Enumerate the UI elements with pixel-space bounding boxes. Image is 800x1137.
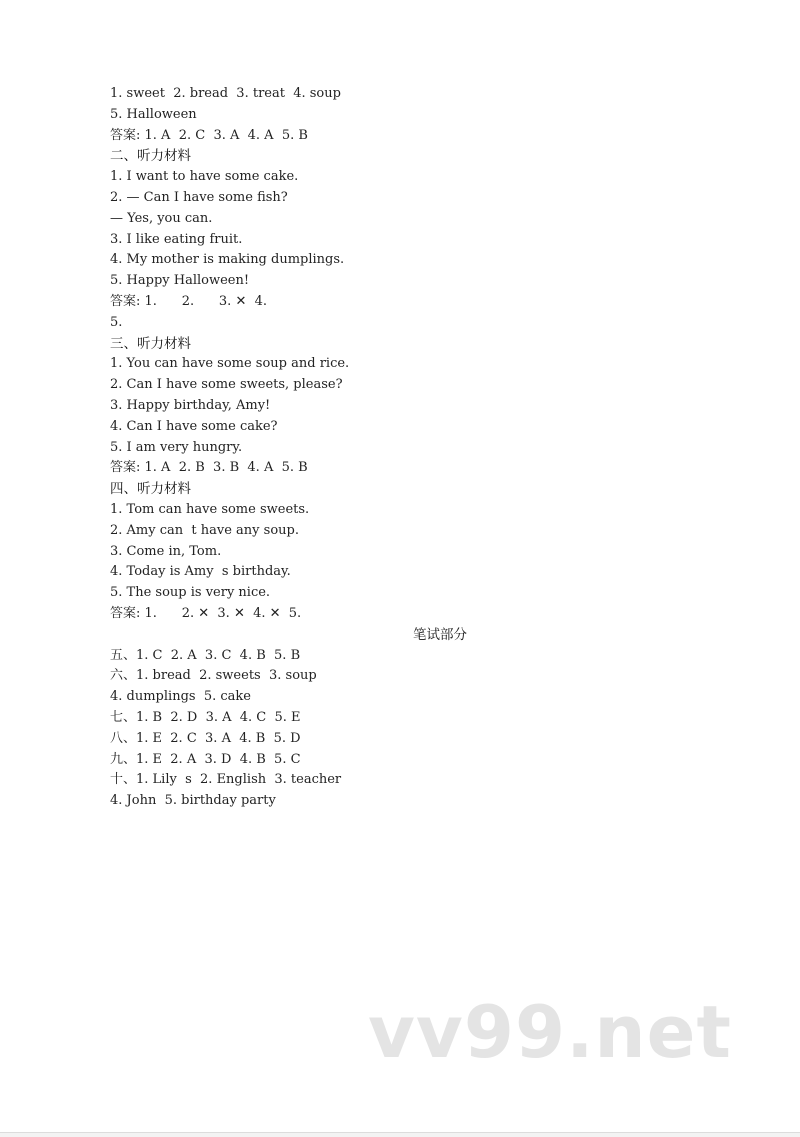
text-line: 5. Halloween xyxy=(110,106,197,122)
text-line: 2. Can I have some sweets, please? xyxy=(110,377,343,393)
text-line: 2. — Can I have some fish? xyxy=(110,189,288,205)
answer-line: 七、1. B 2. D 3. A 4. C 5. E xyxy=(110,709,301,725)
answer-line: 六、1. bread 2. sweets 3. soup xyxy=(110,668,317,684)
answer-line: 九、1. E 2. A 3. D 4. B 5. C xyxy=(110,751,301,767)
text-line: 5. I am very hungry. xyxy=(110,439,243,455)
text-line: 1. I want to have some cake. xyxy=(110,169,299,185)
text-line: 5. The soup is very nice. xyxy=(110,585,271,601)
answer-line: 十、1. Lily s 2. English 3. teacher xyxy=(110,772,342,788)
section-heading: 二、听力材料 xyxy=(110,148,191,165)
text-line: 5. Happy Halloween! xyxy=(110,273,250,289)
text-line: 1. sweet 2. bread 3. treat 4. soup xyxy=(110,86,341,101)
answer-line: 答案: 1. A 2. B 3. B 4. A 5. B xyxy=(110,460,308,476)
answer-line: 答案: 1. 2. ✕ 3. ✕ 4. ✕ 5. xyxy=(110,605,302,621)
section-title: 笔试部分 xyxy=(413,626,467,643)
text-line: 5. xyxy=(110,314,123,330)
section-heading: 三、听力材料 xyxy=(110,335,191,352)
answer-line: 4. John 5. birthday party xyxy=(110,793,276,809)
text-line: 2. Amy can t have any soup. xyxy=(110,522,299,538)
answer-line: 八、1. E 2. C 3. A 4. B 5. D xyxy=(110,730,301,746)
text-line: 4. Can I have some cake? xyxy=(110,418,278,434)
answer-line: 答案: 1. A 2. C 3. A 4. A 5. B xyxy=(110,127,308,143)
text-line: 3. Happy birthday, Amy! xyxy=(110,397,271,413)
answer-line: 4. dumplings 5. cake xyxy=(110,689,251,705)
text-line: 4. My mother is making dumplings. xyxy=(110,252,345,268)
text-line: 1. Tom can have some sweets. xyxy=(110,501,310,517)
text-line: 1. You can have some soup and rice. xyxy=(110,356,350,372)
text-line: 4. Today is Amy s birthday. xyxy=(110,564,291,580)
watermark: vv99.net xyxy=(368,990,732,1074)
answer-line: 答案: 1. 2. 3. ✕ 4. xyxy=(110,293,268,309)
text-line: — Yes, you can. xyxy=(110,210,213,226)
text-line: 3. I like eating fruit. xyxy=(110,231,243,247)
answer-line: 五、1. C 2. A 3. C 4. B 5. B xyxy=(110,647,301,663)
text-line: 3. Come in, Tom. xyxy=(110,543,222,559)
answer-key-content xyxy=(110,84,750,812)
section-heading: 四、听力材料 xyxy=(110,481,191,498)
